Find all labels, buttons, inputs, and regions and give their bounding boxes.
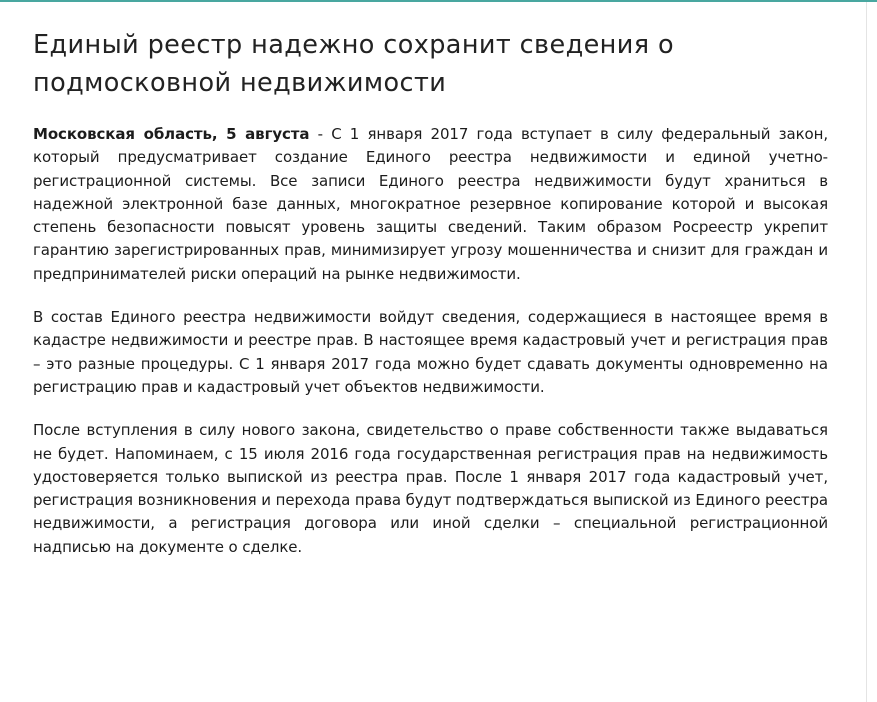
article-paragraph-2: В состав Единого реестра недвижимости войдут сведения, содержащиеся в настоящее время в кадастре недвижимости и реестре прав. В настоящее время кадастровый учет и регистрация прав – это разные процедуры. С 1 января 2017 года можно будет сдавать документы одновременно на регистрацию прав и кадастровый учет объектов недвижимости. xyxy=(33,308,828,396)
right-border-rule xyxy=(866,2,867,702)
article-headline: Единый реестр надежно сохранит сведения о подмосковной недвижимости xyxy=(33,30,674,98)
article-paragraph-1 xyxy=(33,123,828,286)
paragraph-1-text: С 1 января 2017 года вступает в силу федеральный закон, который предусматривает создание Единого реестра недвижимости и единой учетно-регистрационной системы. Все записи Единого реестра недвижимости будут храниться в надежной электронной базе данных, многократное резервное копирование которой и высокая степень безопасности повысят уровень защиты сведений. Таким образом Росреестр укрепит гарантию зарегистрированных прав, минимизирует угрозу мошенничества и снизит для граждан и предпринимателей риски операций на рынке недвижимости. xyxy=(33,125,828,283)
article-paragraph-3: После вступления в силу нового закона, свидетельство о праве собственности также выдаваться не будет. Напоминаем, с 15 июля 2016 года государственная регистрация прав на недвижимость удостоверяется только выпиской из реестра прав. После 1 января 2017 года кадастровый учет, регистрация возникновения и перехода права будут подтверждаться выпиской из Единого реестра недвижимости, а регистрация договора или иной сделки – специальной регистрационной надписью на документе о сделке. xyxy=(33,421,828,556)
dateline-separator: - xyxy=(309,125,332,143)
top-accent-rule xyxy=(0,0,877,2)
dateline: Московская область, 5 августа xyxy=(33,125,310,143)
news-article xyxy=(33,26,828,559)
